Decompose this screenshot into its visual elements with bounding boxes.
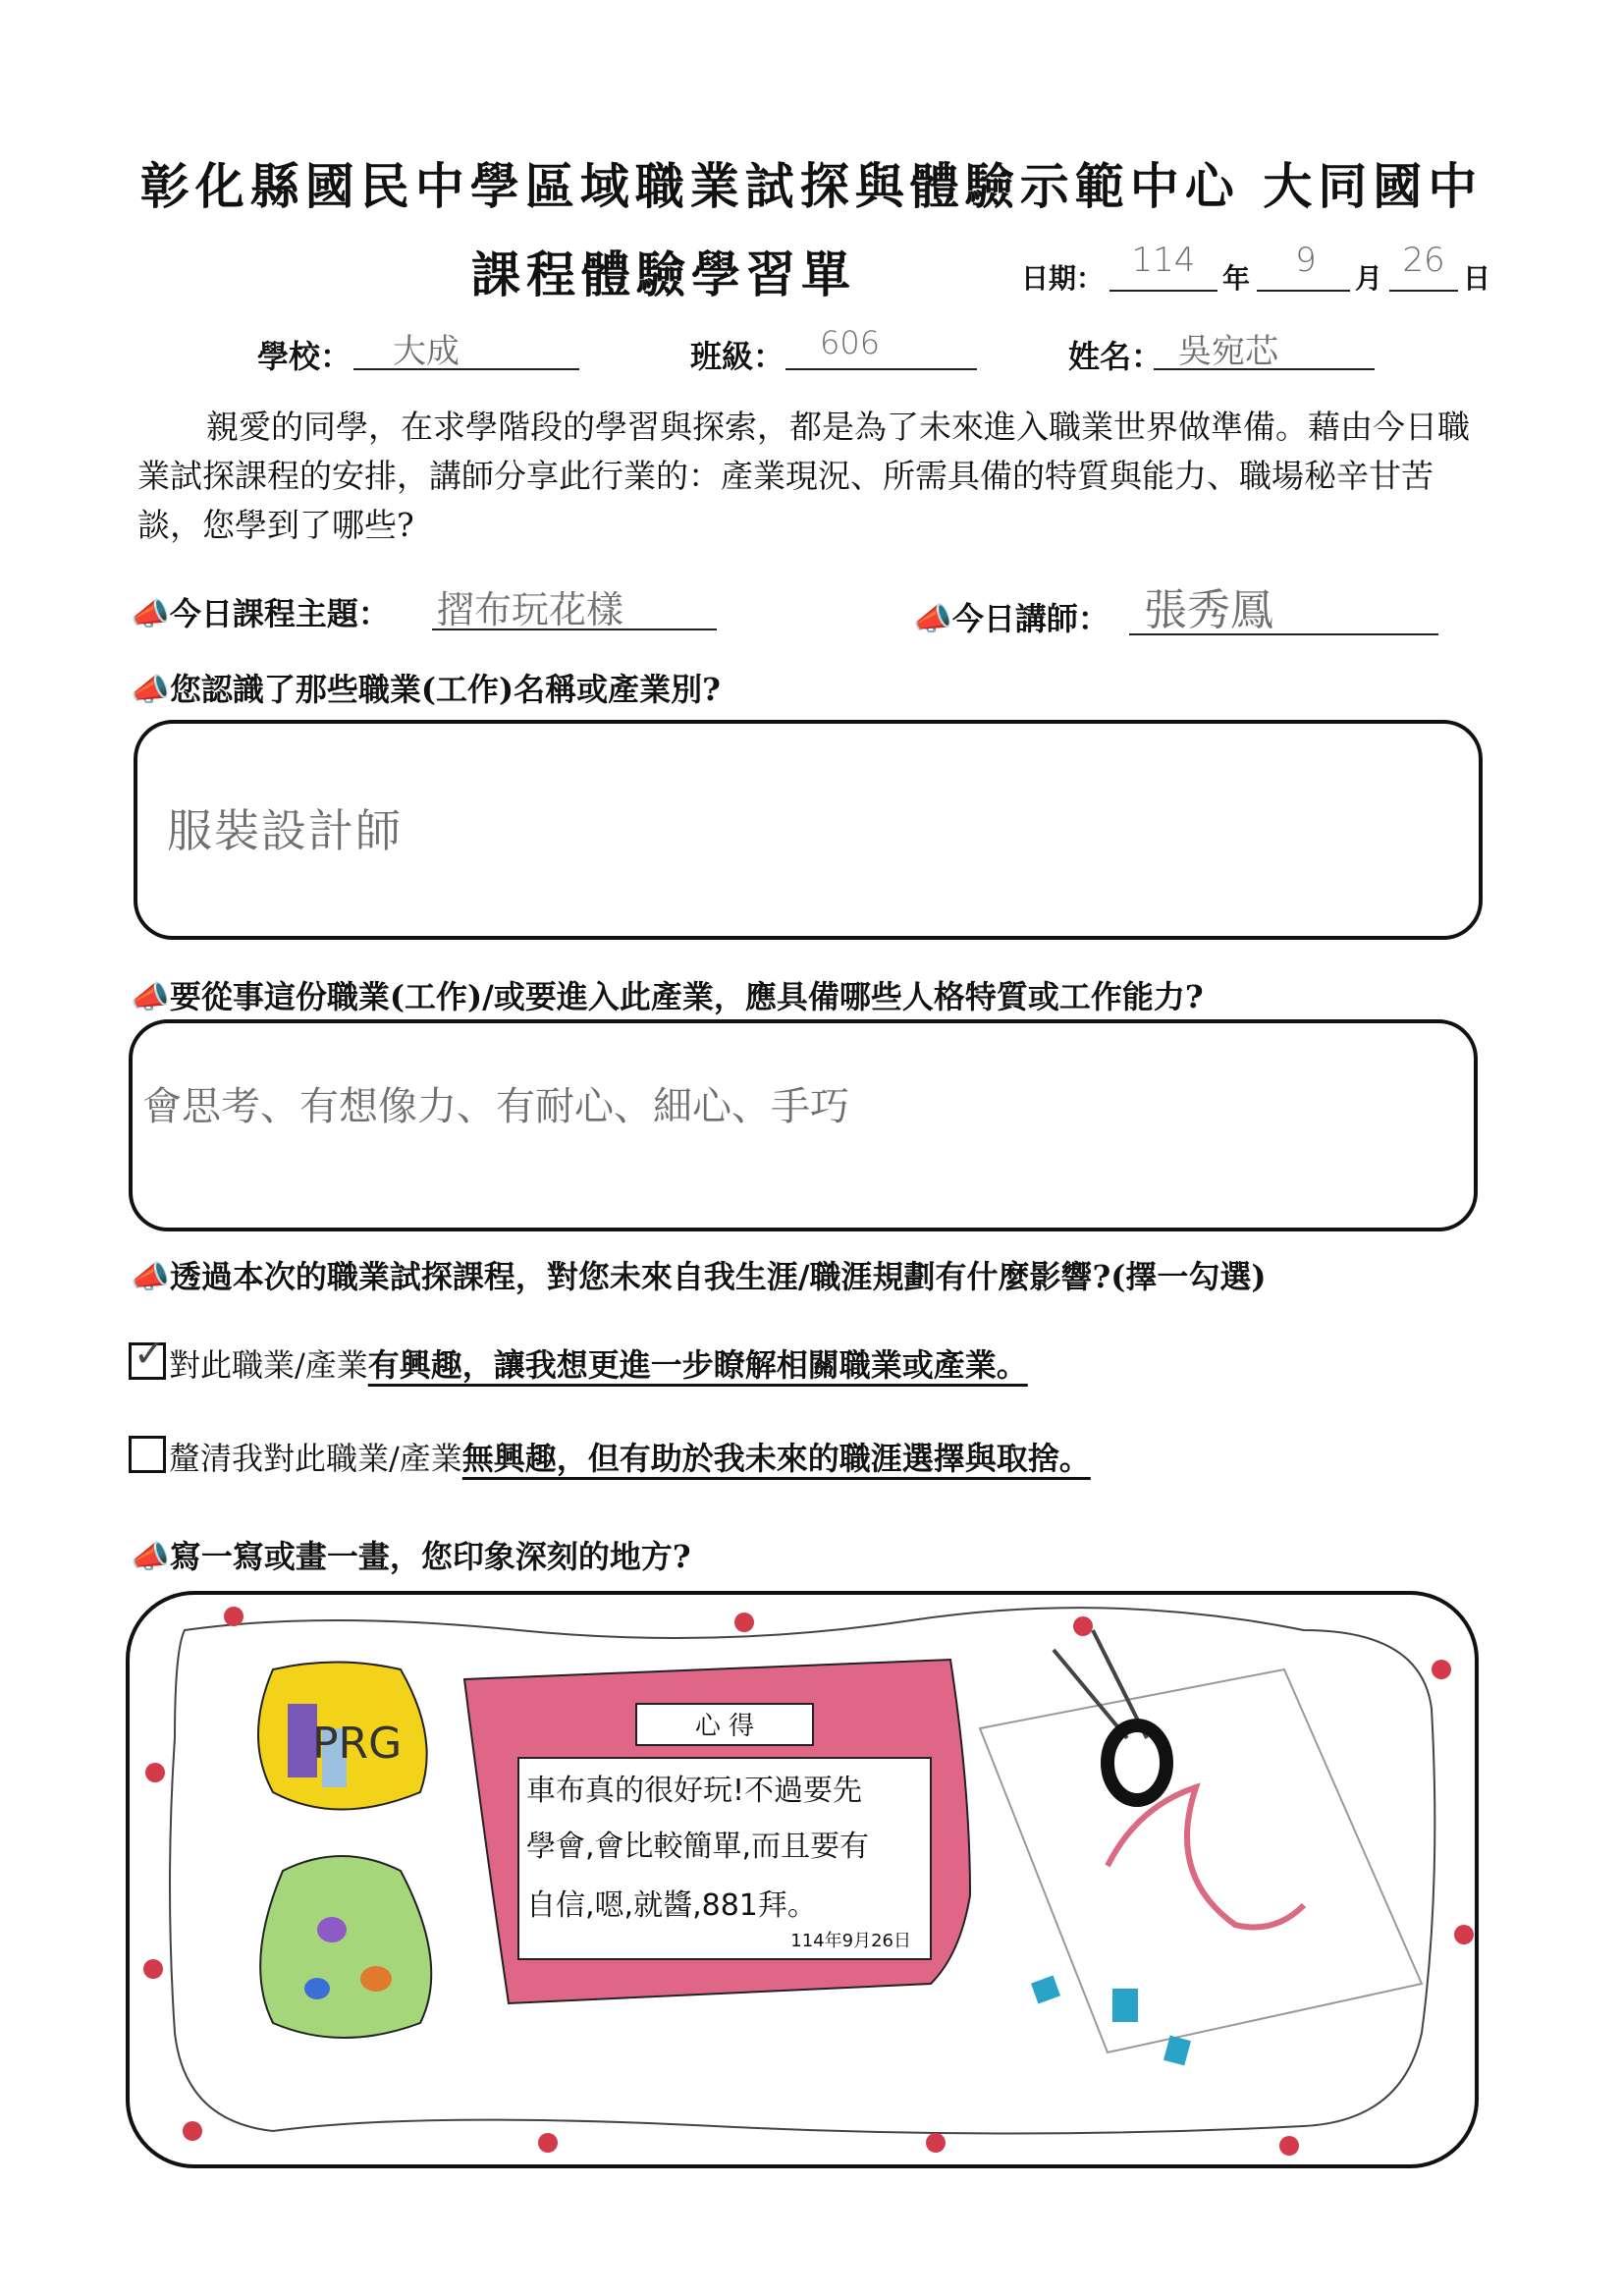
student-drawing — [126, 1591, 1475, 2164]
school-value: 大成 — [393, 332, 460, 371]
option1-label: 對此職業/產業有興趣，讓我想更進一步瞭解相關職業或產業。 — [169, 1346, 1028, 1384]
bag-green-icon — [260, 1856, 431, 2038]
sign-title: 心 得 — [694, 1712, 755, 1741]
name-value: 吳宛芯 — [1178, 332, 1278, 371]
school-label: 學校： — [257, 338, 352, 375]
q1-answer: 服裝設計師 — [167, 804, 403, 857]
date-year: 114 — [1131, 241, 1196, 280]
teacher-value: 張秀鳳 — [1144, 585, 1273, 635]
sign-line-1: 車布真的很好玩!不過要先 — [526, 1774, 863, 1808]
option2-label: 釐清我對此職業/產業無興趣，但有助於我未來的職涯選擇與取捨。 — [169, 1440, 1091, 1477]
sign-line-3: 自信,嗯,就醬,881拜。 — [526, 1888, 817, 1923]
class-value: 606 — [820, 324, 881, 361]
date-day-unit: 日 — [1463, 262, 1491, 295]
teacher-row: 📣今日講師： — [913, 600, 1109, 637]
date-month-unit: 月 — [1355, 262, 1383, 295]
option2-checkbox[interactable] — [129, 1436, 166, 1473]
megaphone-icon: 📣 — [131, 671, 170, 708]
course-topic-value: 摺布玩花樣 — [437, 588, 624, 631]
scissors-icon — [1054, 1630, 1166, 1800]
date-year-unit: 年 — [1222, 262, 1251, 295]
q1-question: 📣您認識了那些職業(工作)名稱或產業別? — [131, 671, 721, 708]
megaphone-icon: 📣 — [131, 595, 170, 632]
q2-question: 📣要從事這份職業(工作)/或要進入此產業，應具備哪些人格特質或工作能力? — [131, 978, 1204, 1015]
megaphone-icon: 📣 — [131, 1538, 170, 1575]
page-title: 彰化縣國民中學區域職業試探與體驗示範中心 大同國中 — [139, 157, 1484, 215]
date-day: 26 — [1402, 241, 1445, 280]
worksheet-subtitle: 課程體驗學習單 — [471, 246, 856, 303]
sign-line-2: 學會,會比較簡單,而且要有 — [526, 1830, 870, 1864]
course-topic-row: 📣今日課程主題： — [131, 595, 390, 632]
option1-checkbox[interactable] — [129, 1332, 166, 1380]
name-label: 姓名： — [1068, 338, 1163, 375]
sign-date: 114年9月26日 — [790, 1931, 911, 1951]
class-label: 班級： — [690, 338, 785, 375]
q2-answer: 會思考、有想像力、有耐心、細心、手巧 — [142, 1084, 849, 1129]
megaphone-icon: 📣 — [913, 600, 952, 637]
bag-letters: PRG — [312, 1719, 403, 1769]
ribbon-thread — [1108, 1787, 1304, 1928]
intro-paragraph: 親愛的同學，在求學階段的學習與探索，都是為了未來進入職業世界做準備。藉由今日職業試探課程的安排，講師分享此行業的：產業現況、所需具備的特質與能力、職場秘辛甘苦談，您學到了哪些? — [137, 408, 1470, 544]
checkmark-icon: ✓ — [134, 1332, 165, 1375]
megaphone-icon: 📣 — [131, 1258, 170, 1295]
date-month: 9 — [1295, 241, 1317, 280]
q3-question: 📣透過本次的職業試探課程，對您未來自我生涯/職涯規劃有什麼影響?(擇一勾選) — [131, 1258, 1267, 1295]
megaphone-icon: 📣 — [131, 978, 170, 1015]
q4-question: 📣寫一寫或畫一畫，您印象深刻的地方? — [131, 1538, 691, 1575]
date-label: 日期： — [1021, 262, 1105, 295]
